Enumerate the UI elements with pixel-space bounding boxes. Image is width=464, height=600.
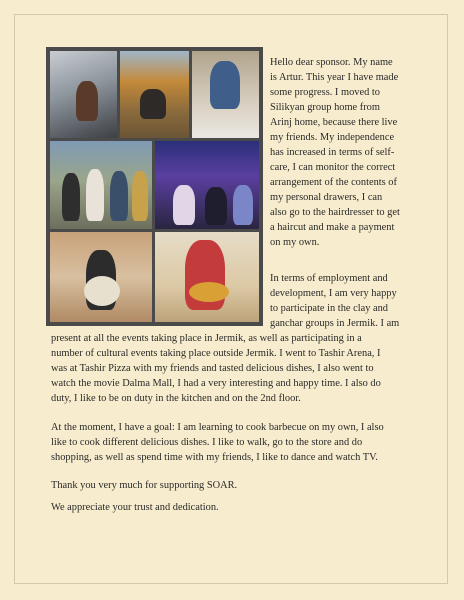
text-line: also go to the hairdresser to get xyxy=(270,207,400,218)
paragraph-intro xyxy=(270,55,448,250)
text-line: care, I can monitor the correct xyxy=(270,162,396,173)
text-line: is Artur. This year I have made xyxy=(270,72,399,83)
text-line: Thank you very much for supporting SOAR. xyxy=(51,480,238,491)
paragraph-closing xyxy=(51,500,449,515)
text-line: Arinj home, because there live xyxy=(270,117,398,128)
text-line: shopping, as well as spend time with my friends, I like to dance and watch TV. xyxy=(51,452,378,463)
photo-tree xyxy=(120,51,189,138)
paragraph-employment-continued xyxy=(51,331,449,406)
text-line: ganchar groups in Jermik. I am xyxy=(270,318,400,329)
text-line: a haircut and make a payment xyxy=(270,222,395,233)
paragraph-employment-start xyxy=(270,271,448,331)
text-line: my personal drawers, I can xyxy=(270,192,383,203)
text-line: duty, I like to be on duty in the kitchen and on the 2nd floor. xyxy=(51,393,301,404)
photo-workshop xyxy=(192,51,259,138)
text-line: At the moment, I have a goal: I am learning to cook barbecue on my own, I also xyxy=(51,422,384,433)
photo-group-outdoor xyxy=(50,141,152,229)
text-line: number of cultural events taking place outside Jermik. I went to Tashir Arena, I xyxy=(51,348,381,359)
paragraph-goals xyxy=(51,420,449,465)
text-line: development, I am very happy xyxy=(270,288,397,299)
photo-clay-plate xyxy=(50,232,152,322)
text-line: In terms of employment and xyxy=(270,273,388,284)
text-line: was at Tashir Pizza with my friends and tasted delicious dishes, I also went to xyxy=(51,363,374,374)
text-line: Hello dear sponsor. My name xyxy=(270,57,393,68)
text-line: has increased in terms of self- xyxy=(270,147,395,158)
photo-concert xyxy=(155,141,259,229)
photo-collage xyxy=(46,47,263,326)
text-line: like to cook different delicious dishes. I like to walk, go to the store and do xyxy=(51,437,363,448)
paragraph-thanks xyxy=(51,478,449,493)
photo-bus-ride xyxy=(50,51,117,138)
text-line: arrangement of the contents of xyxy=(270,177,397,188)
text-line: We appreciate your trust and dedication. xyxy=(51,502,219,513)
text-line: to participate in the clay and xyxy=(270,303,389,314)
text-line: some progress. I moved to xyxy=(270,87,380,98)
text-line: on my own. xyxy=(270,237,320,248)
text-line: Silikyan group home from xyxy=(270,102,380,113)
photo-cooking xyxy=(155,232,259,322)
text-line: present at all the events taking place in Jermik, as well as participating in a xyxy=(51,333,362,344)
text-line: watch the movie Dalma Mall, I had a very interesting and happy time. I also do xyxy=(51,378,381,389)
text-line: my friends. My independence xyxy=(270,132,395,143)
